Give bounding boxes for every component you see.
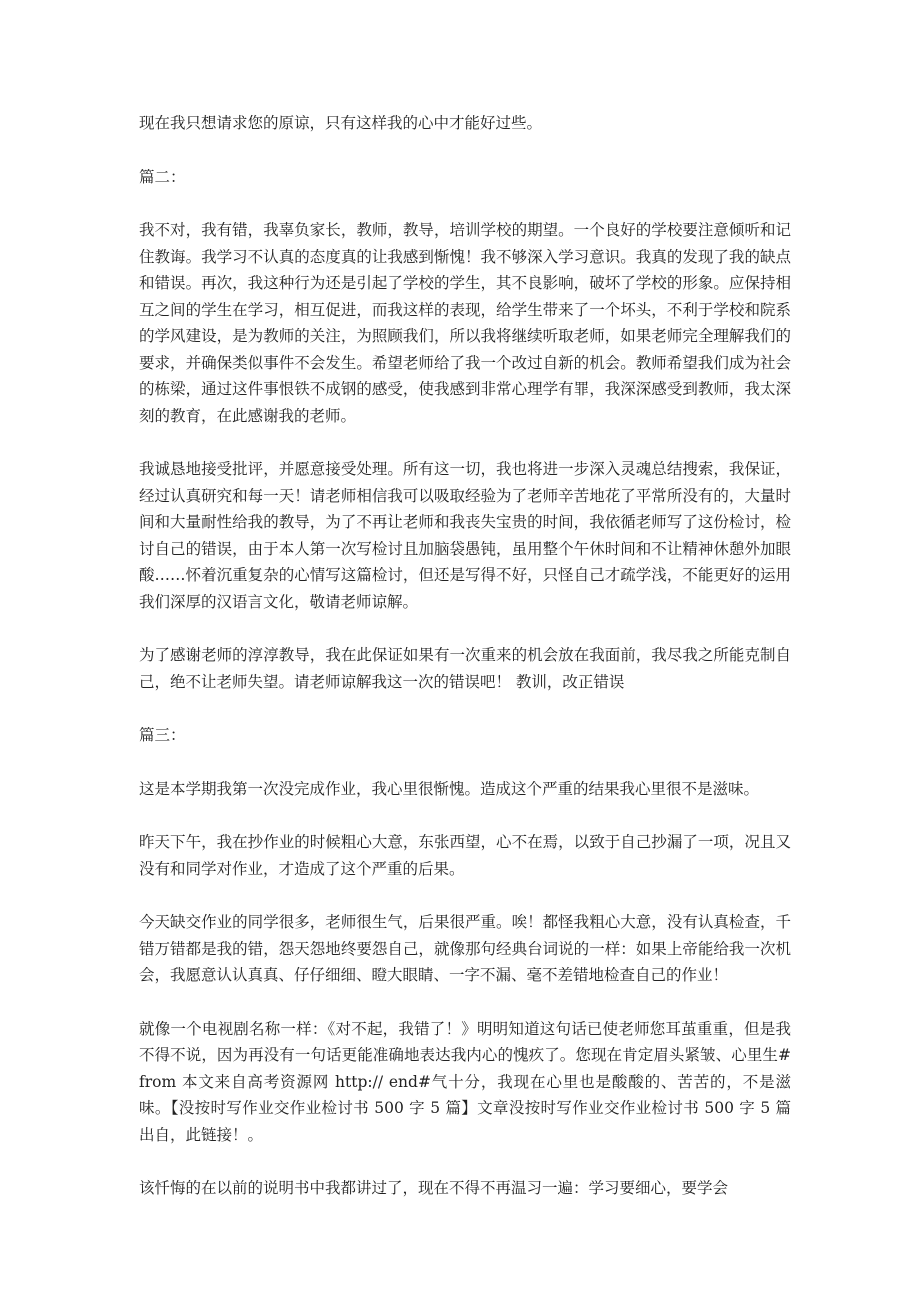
paragraph: 我不对，我有错，我辜负家长，教师，教导，培训学校的期望。一个良好的学校要注意倾听和记住教诲。我学习不认真的态度真的让我感到惭愧！我不够深入学习意识。我真的发现了我的缺点和错误。再次，我这种行为还是引起了学校的学生，其不良影响，破坏了学校的形象。应保持相互之间的学生在学习，相互促进，而我这样的表现，给学生带来了一个坏头，不利于学校和院系的学风建设，是为教师的关注，为照顾我们，所以我将继续听取老师，如果老师完全理解我们的要求，并确保类似事件不会发生。希望老师给了我一个改过自新的机会。教师希望我们成为社会的栋梁，通过这件事恨铁不成钢的感受，使我感到非常心理学有罪，我深深感受到教师，我太深刻的教育，在此感谢我的老师。 — [139, 221, 791, 425]
document-body — [139, 110, 791, 1229]
paragraph: 该忏悔的在以前的说明书中我都讲过了，现在不得不再温习一遍：学习要细心，要学会 — [139, 1179, 729, 1197]
paragraph: 就像一个电视剧名称一样：《对不起，我错了！》明明知道这句话已使老师您耳茧重重，但是我不得不说，因为再没有一句话更能准确地表达我内心的愧疚了。您现在肯定眉头紧皱、心里生#from 本文来自高考资源网 http:// end#气十分，我现在心里也是酸酸的、苦苦的，不是滋味。【没按时写作业交作业检讨书 500 字 5 篇】文章没按时写作业交作业检讨书 500 字 5 篇出自，此链接！。 — [139, 1019, 791, 1144]
section-heading: 篇二： — [139, 167, 186, 186]
paragraph: 为了感谢老师的淳淳教导，我在此保证如果有一次重来的机会放在我面前，我尽我之所能克制自己，绝不让老师失望。请老师谅解我这一次的错误吧！ 教训，改正错误 — [139, 646, 791, 691]
section-heading: 篇三： — [139, 726, 186, 744]
paragraph: 这是本学期我第一次没完成作业，我心里很惭愧。造成这个严重的结果我心里很不是滋味。 — [139, 779, 760, 798]
paragraph: 现在我只想请求您的原谅，只有这样我的心中才能好过些。 — [139, 114, 543, 132]
paragraph: 我诚恳地接受批评，并愿意接受处理。所有这一切，我也将进一步深入灵魂总结搜索，我保证，经过认真研究和每一天！请老师相信我可以吸取经验为了老师辛苦地花了平常所没有的，大量时间和大量耐性给我的教导，为了不再让老师和我丧失宝贵的时间，我依循老师写了这份检讨，检讨自己的错误，由于本人第一次写检讨且加脑袋愚钝，虽用整个午休时间和不让精神休憩外加眼酸……怀着沉重复杂的心情写这篇检讨，但还是写得不好，只怪自己才疏学浅，不能更好的运用我们深厚的汉语言文化，敬请老师谅解。 — [139, 460, 791, 611]
paragraph: 昨天下午，我在抄作业的时候粗心大意，东张西望，心不在焉，以致于自己抄漏了一项，况且又没有和同学对作业，才造成了这个严重的后果。 — [139, 833, 791, 878]
paragraph: 今天缺交作业的同学很多，老师很生气，后果很严重。唉！都怪我粗心大意，没有认真检查，千错万错都是我的错，怨天怨地终要怨自己，就像那句经典台词说的一样：如果上帝能给我一次机会，我愿意认认真真、仔仔细细、瞪大眼睛、一字不漏、毫不差错地检查自己的作业！ — [139, 913, 791, 984]
